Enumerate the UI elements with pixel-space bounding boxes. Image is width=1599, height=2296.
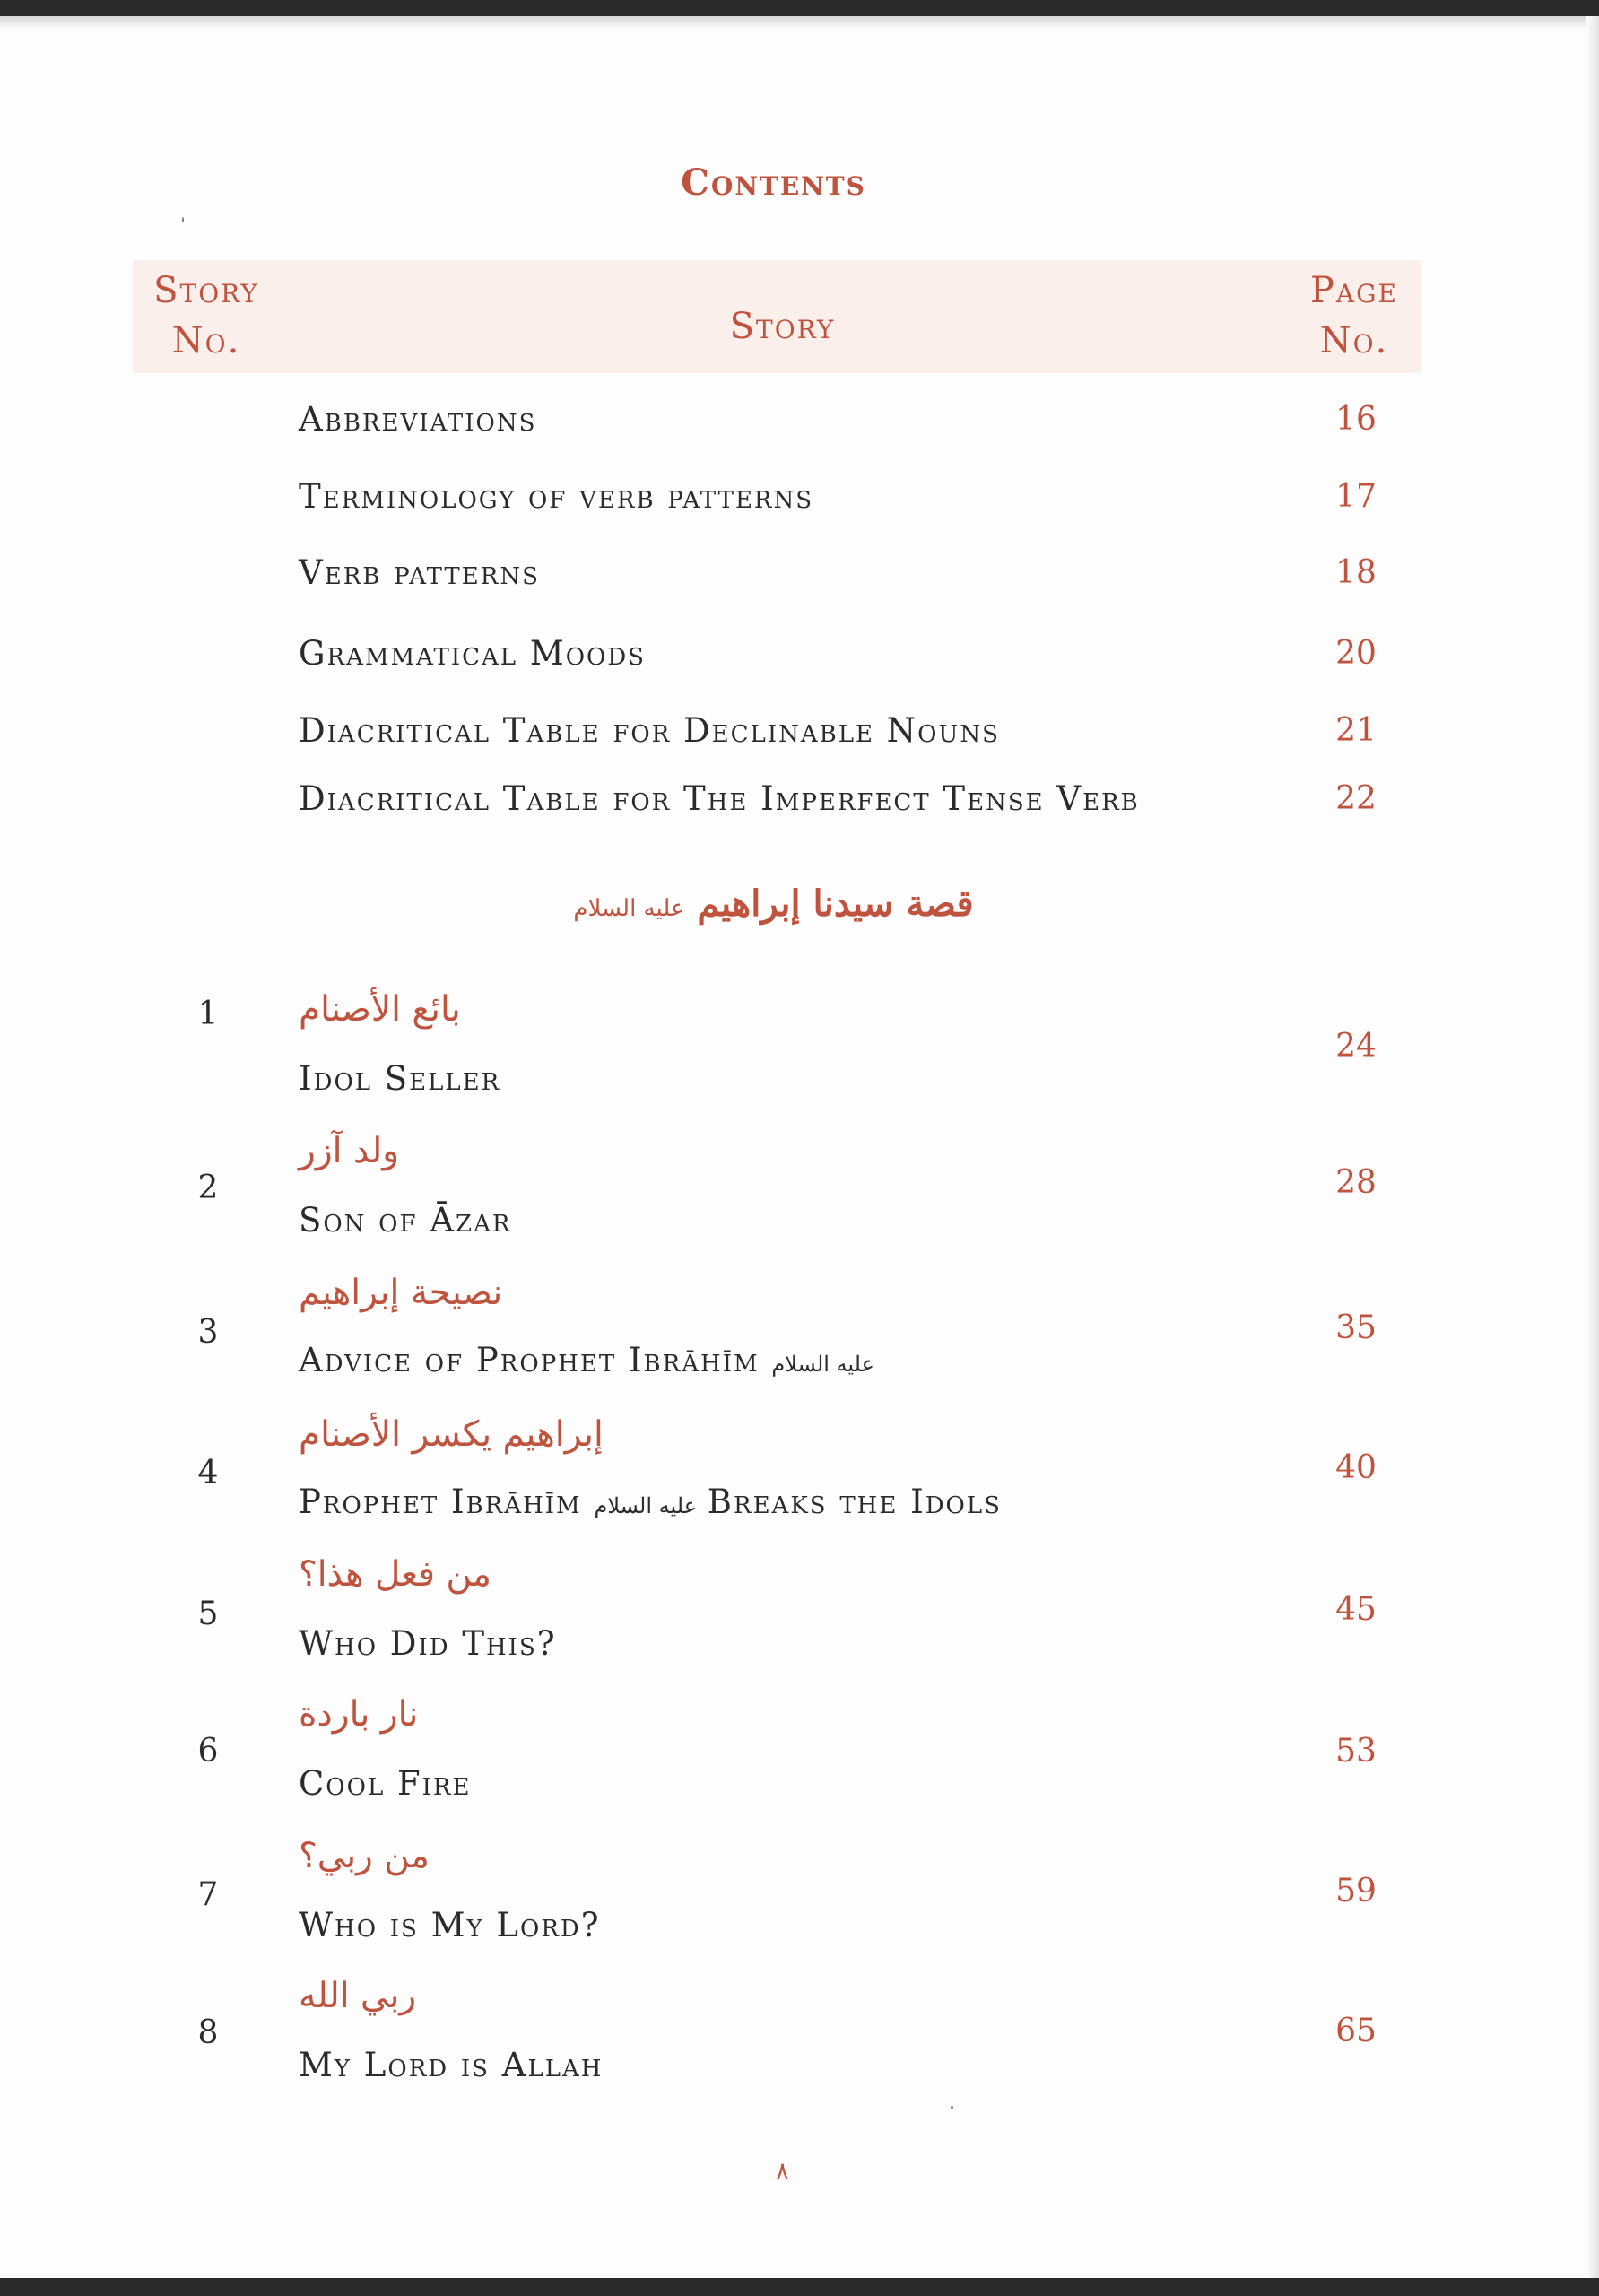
story-title-text: Prophet Ibrāhīm — [299, 1483, 582, 1521]
story-title-arabic: من فعل هذا؟ — [299, 1554, 491, 1595]
story-title-english: Idol Seller — [299, 1059, 501, 1098]
section-heading — [0, 879, 1547, 934]
story-title-english — [299, 1480, 1002, 1528]
story-number: 8 — [197, 2014, 219, 2051]
story-page: 53 — [1335, 1733, 1377, 1770]
story-title-english — [299, 1338, 874, 1387]
toc-entry-page: 18 — [1335, 554, 1377, 591]
toc-entry-title: Verb patterns — [299, 553, 540, 592]
header-story: Story — [729, 306, 836, 347]
scan-speck — [951, 2106, 953, 2109]
page-title: Contents — [681, 161, 866, 204]
story-page: 45 — [1335, 1591, 1377, 1628]
story-number: 6 — [197, 1733, 219, 1770]
story-page: 35 — [1335, 1309, 1377, 1346]
toc-entry-title: Abbreviations — [299, 400, 537, 439]
story-title-english: Who Did This? — [299, 1624, 557, 1663]
toc-entry-title: Diacritical Table for The Imperfect Tense Verb — [299, 779, 1140, 818]
toc-entry-page: 16 — [1335, 401, 1377, 438]
toc-entry-page: 17 — [1335, 478, 1377, 515]
story-title-arabic: بائع الأصنام — [299, 989, 461, 1030]
story-page: 28 — [1335, 1164, 1377, 1201]
story-number: 5 — [197, 1596, 219, 1632]
story-title-arabic: ولد آزر — [299, 1131, 400, 1171]
story-title-english: My Lord is Allah — [299, 2046, 604, 2084]
story-page: 59 — [1335, 1873, 1377, 1909]
salutation-ornament: عليه السلام — [594, 1493, 698, 1518]
story-number: 4 — [197, 1455, 219, 1492]
story-title-arabic: ربي الله — [299, 1976, 417, 2016]
story-title-arabic: نار باردة — [299, 1694, 419, 1735]
book-page — [0, 16, 1599, 2278]
story-title-english: Who is My Lord? — [299, 1906, 601, 1944]
story-title-arabic: نصيحة إبراهيم — [299, 1273, 503, 1313]
story-page: 40 — [1335, 1449, 1377, 1486]
page-folio: ٨ — [776, 2158, 789, 2185]
toc-entry-title: Terminology of verb patterns — [299, 477, 814, 516]
story-title-text: Breaks the Idols — [707, 1483, 1002, 1521]
toc-entry-page: 22 — [1335, 780, 1377, 817]
story-title-text: Advice of Prophet Ibrāhīm — [299, 1341, 760, 1379]
salutation-ornament: عليه السلام — [573, 895, 685, 922]
scan-speck — [182, 217, 184, 222]
story-title-english: Cool Fire — [299, 1764, 472, 1803]
story-page: 24 — [1335, 1028, 1377, 1065]
story-number: 2 — [197, 1170, 219, 1206]
story-number: 1 — [197, 996, 219, 1032]
toc-entry-title: Grammatical Moods — [299, 634, 646, 673]
header-story-no: Story No. — [153, 270, 259, 361]
story-page: 65 — [1335, 2013, 1377, 2049]
toc-entry-page: 20 — [1335, 635, 1377, 672]
story-title-arabic: إبراهيم يكسر الأصنام — [299, 1414, 604, 1455]
story-number: 3 — [197, 1314, 219, 1351]
story-number: 7 — [197, 1876, 219, 1913]
story-title-english: Son of Āzar — [299, 1201, 512, 1239]
toc-entry-title: Diacritical Table for Declinable Nouns — [299, 711, 1000, 750]
story-title-arabic: من ربي؟ — [299, 1836, 430, 1876]
section-title-arabic: قصة سيدنا إبراهيم — [697, 883, 974, 925]
toc-entry-page: 21 — [1335, 712, 1377, 749]
salutation-ornament: عليه السلام — [771, 1352, 874, 1377]
header-page-no: Page No. — [1310, 270, 1398, 361]
